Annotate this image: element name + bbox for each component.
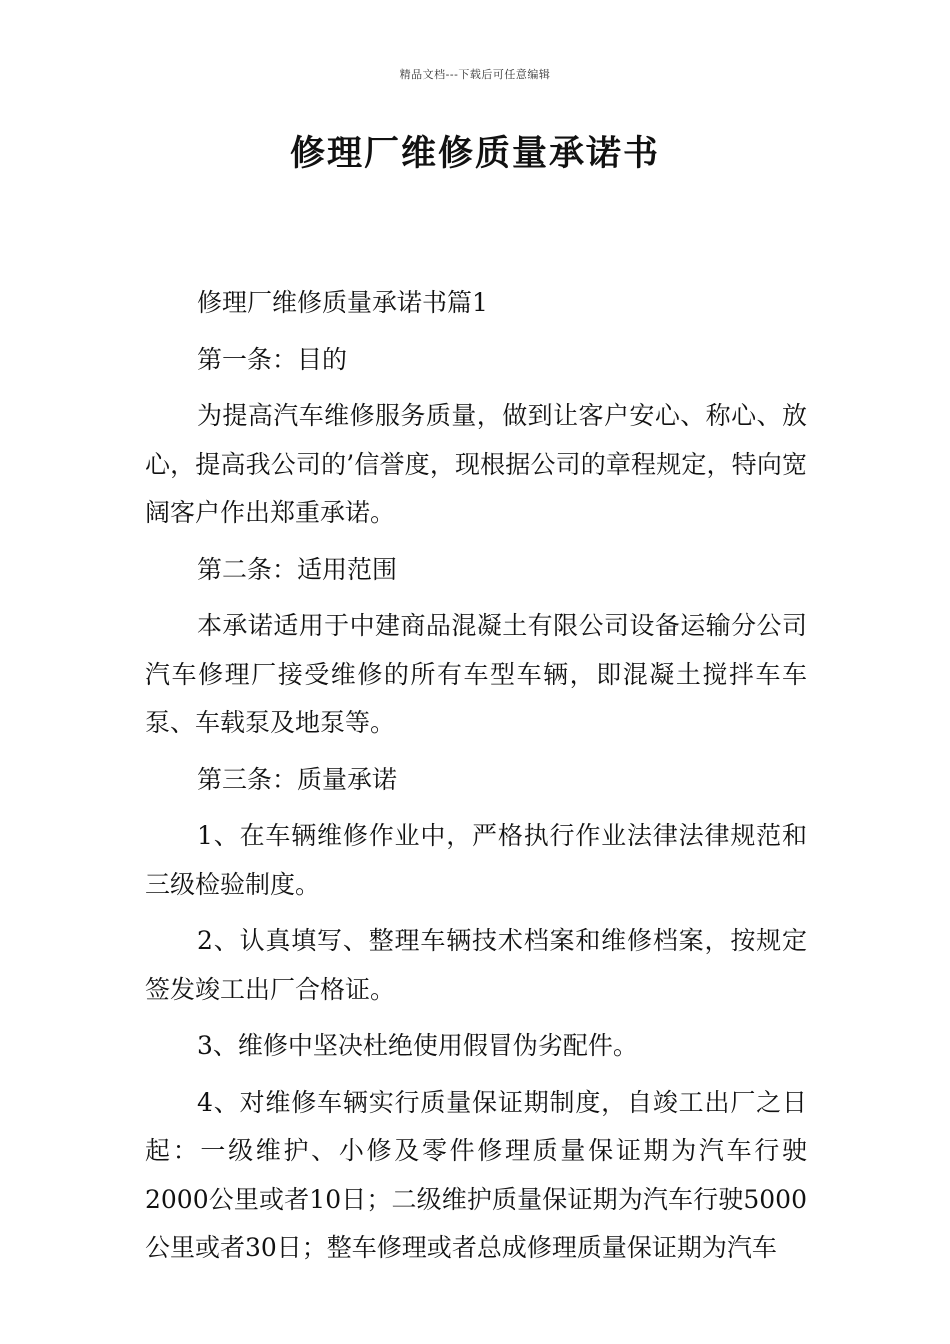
document-title: 修理厂维修质量承诺书 <box>289 134 660 174</box>
article-heading: 第三条：质量承诺 <box>197 764 398 794</box>
paragraph: 2、认真填写、整理车辆技术档案和维修档案，按规定签发竣工出厂合格证。 <box>145 926 807 1004</box>
paragraph: 本承诺适用于中建商品混凝土有限公司设备运输分公司汽车修理厂接受维修的所有车型车辆，即混凝土搅拌车车泵、车载泵及地泵等。 <box>145 611 807 737</box>
header-note: 精品文档---下载后可任意编辑 <box>399 68 551 81</box>
document-body <box>145 279 807 1281</box>
article-heading: 第一条：目的 <box>197 344 348 374</box>
article-heading: 第二条：适用范围 <box>197 554 398 584</box>
section-heading: 修理厂维修质量承诺书篇1 <box>197 288 488 317</box>
paragraph: 4、对维修车辆实行质量保证期制度，自竣工出厂之日起：一级维护、小修及零件修理质量保证期为汽车行驶2000公里或者10日；二级维护质量保证期为汽车行驶5000公里或者30日；整车修理或者总成修理质量保证期为汽车 <box>145 1087 807 1262</box>
paragraph: 为提高汽车维修服务质量，做到让客户安心、称心、放心，提高我公司的’信誉度，现根据公司的章程规定，特向宽阔客户作出郑重承诺。 <box>145 401 807 527</box>
paragraph: 1、在车辆维修作业中，严格执行作业法律法律规范和三级检验制度。 <box>145 821 807 899</box>
paragraph: 3、维修中坚决杜绝使用假冒伪劣配件。 <box>197 1031 638 1060</box>
